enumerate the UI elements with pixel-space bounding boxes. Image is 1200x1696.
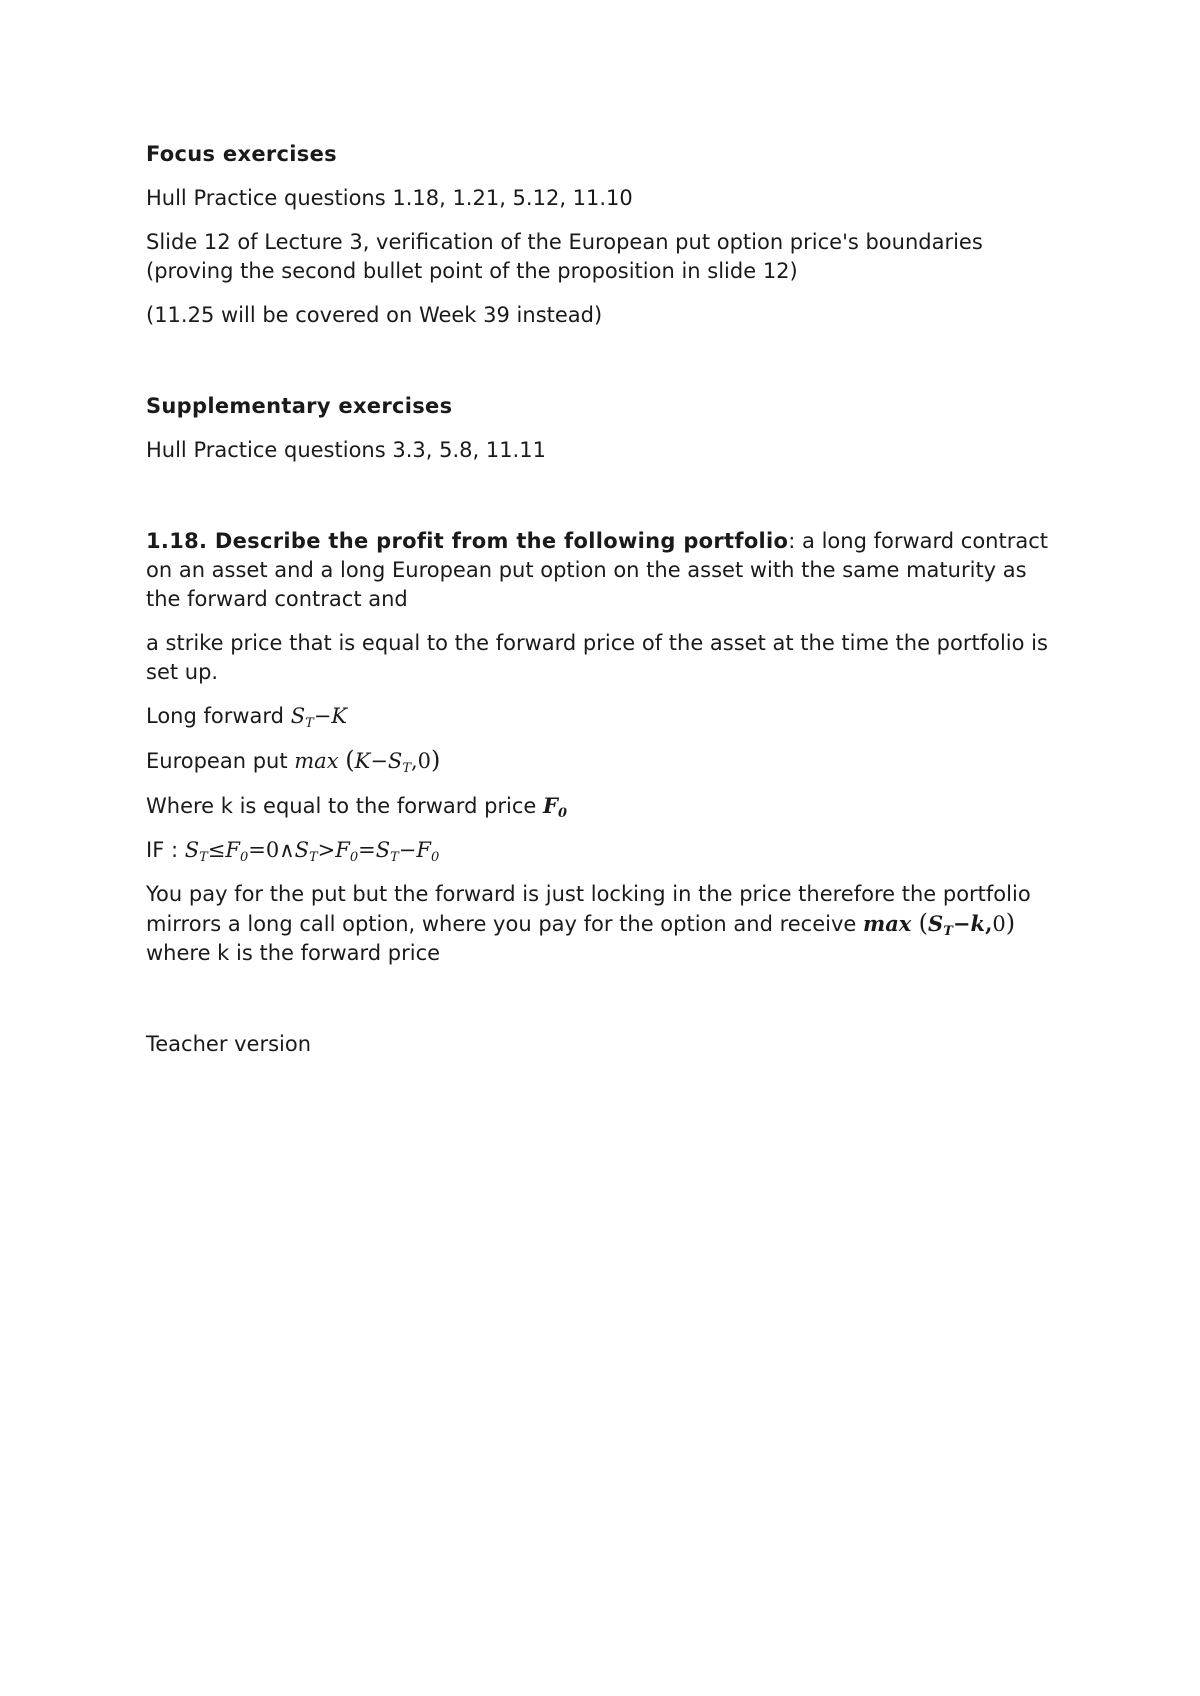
formula-call-payoff: $\max (S_T-k,0)$: [862, 909, 1016, 939]
q118-paragraph: [146, 527, 1066, 614]
where-k-line: [146, 791, 1066, 821]
where-k-label: Where k is equal to the forward price: [146, 794, 544, 818]
teacher-version: Teacher version: [146, 1032, 312, 1056]
if-line: [146, 836, 1066, 865]
q118-para2: a strike price that is equal to the forward price of the asset at the time the portfolio is set up.: [146, 631, 1048, 684]
if-label: IF :: [146, 838, 185, 862]
focus-hull-line: Hull Practice questions 1.18, 1.21, 5.12, 11.10: [146, 186, 633, 210]
explanation-paragraph: [146, 880, 1066, 968]
document-page: [146, 140, 1066, 1059]
q118-title: 1.18. Describe the profit from the following portfolio: [146, 529, 789, 553]
focus-heading: Focus exercises: [146, 142, 337, 166]
explanation-text: You pay for the put but the forward is just locking in the price therefore the portfolio mirrors a long call option, where you pay for the option and receive: [146, 882, 1031, 936]
focus-slide-line: Slide 12 of Lecture 3, verification of the European put option price's boundaries (proving the second bullet point of the proposition in slide 12): [146, 230, 983, 283]
long-forward-label: Long forward: [146, 704, 291, 728]
q118-title-rest: : a long forward contract on an asset and a long European put option on the asset with the same maturity as the forward contract and: [146, 529, 1048, 611]
explanation-end: where k is the forward price: [146, 941, 441, 965]
supplementary-heading: Supplementary exercises: [146, 394, 453, 418]
formula-if-condition: $S_T\le F_0=0\wedge S_T>F_0=S_T-F_0$: [184, 838, 440, 865]
formula-european-put: $\max (K-S_T,0)$: [294, 746, 441, 776]
european-put-label: European put: [146, 749, 295, 773]
european-put-line: [146, 746, 1066, 776]
formula-f0: $F_0$: [543, 793, 567, 821]
long-forward-line: [146, 702, 1066, 731]
supplementary-hull-line: Hull Practice questions 3.3, 5.8, 11.11: [146, 438, 546, 462]
focus-note-line: (11.25 will be covered on Week 39 instead): [146, 303, 603, 327]
formula-long-forward: $S_T-K$: [290, 704, 348, 731]
